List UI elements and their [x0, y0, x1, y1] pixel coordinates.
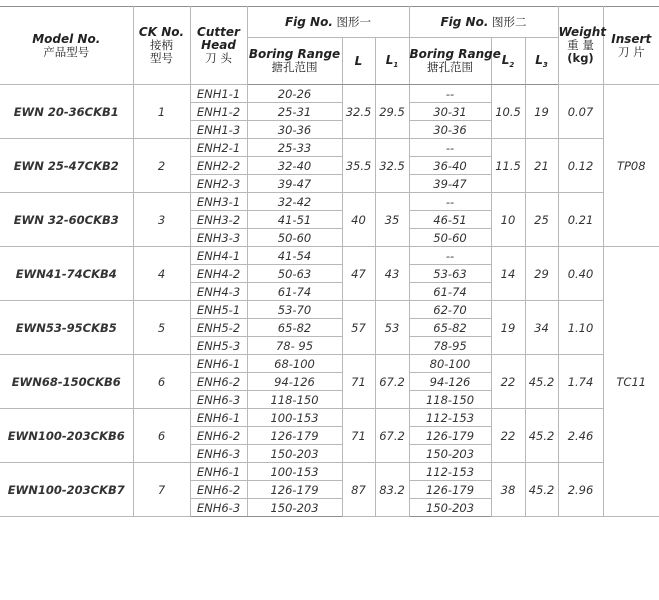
L3-cell: 45.2 — [525, 409, 558, 463]
header-L2-sub: 2 — [509, 60, 515, 69]
boring-range-1-cell: 61-74 — [247, 283, 342, 301]
cutter-head-cell: ENH6-1 — [190, 409, 247, 427]
L2-cell: 38 — [491, 463, 525, 517]
cutter-head-cell: ENH4-1 — [190, 247, 247, 265]
boring-range-1-cell: 41-51 — [247, 211, 342, 229]
insert-cell: TP08 — [603, 85, 659, 247]
header-L3-sub: 3 — [542, 60, 548, 69]
boring-range-2-cell: 78-95 — [409, 337, 491, 355]
header-insert — [603, 7, 659, 85]
boring-range-1-cell: 25-31 — [247, 103, 342, 121]
header-L1 — [375, 38, 409, 85]
boring-range-1-cell: 100-153 — [247, 409, 342, 427]
boring-range-2-cell: 39-47 — [409, 175, 491, 193]
cutter-head-cell: ENH4-2 — [190, 265, 247, 283]
ck-no-cell: 1 — [133, 85, 190, 139]
boring-range-1-cell: 100-153 — [247, 463, 342, 481]
boring-range-2-cell: 30-36 — [409, 121, 491, 139]
ck-no-cell: 3 — [133, 193, 190, 247]
ck-no-cell: 7 — [133, 463, 190, 517]
model-no-cell: EWN100-203CKB7 — [0, 463, 133, 517]
cutter-head-cell: ENH3-3 — [190, 229, 247, 247]
ck-no-cell: 4 — [133, 247, 190, 301]
header-fig-1 — [247, 7, 409, 38]
L-cell: 71 — [342, 409, 375, 463]
model-no-cell: EWN41-74CKB4 — [0, 247, 133, 301]
header-weight-unit: (kg) — [567, 51, 594, 65]
ck-no-cell: 6 — [133, 409, 190, 463]
weight-cell: 0.07 — [558, 85, 603, 139]
cutter-head-cell: ENH6-2 — [190, 373, 247, 391]
L3-cell: 45.2 — [525, 355, 558, 409]
ck-no-cell: 2 — [133, 139, 190, 193]
header-ck-cn-2: 型号 — [150, 51, 173, 65]
table-row — [0, 355, 659, 373]
L3-cell: 19 — [525, 85, 558, 139]
header-model-en: Model No. — [32, 31, 101, 46]
boring-range-2-cell: 53-63 — [409, 265, 491, 283]
weight-cell: 2.46 — [558, 409, 603, 463]
boring-range-2-cell: 112-153 — [409, 409, 491, 427]
boring-range-1-cell: 50-60 — [247, 229, 342, 247]
cutter-head-cell: ENH6-3 — [190, 445, 247, 463]
insert-cell: TC11 — [603, 247, 659, 517]
L3-cell: 34 — [525, 301, 558, 355]
cutter-head-cell: ENH6-1 — [190, 463, 247, 481]
L2-cell: 22 — [491, 355, 525, 409]
weight-cell: 0.21 — [558, 193, 603, 247]
model-no-cell: EWN53-95CKB5 — [0, 301, 133, 355]
L-cell: 47 — [342, 247, 375, 301]
header-L2-label: L — [501, 52, 510, 67]
boring-range-1-cell: 65-82 — [247, 319, 342, 337]
boring-range-1-cell: 150-203 — [247, 499, 342, 517]
header-ck-en: CK No. — [138, 25, 185, 39]
header-model-cn: 产品型号 — [43, 44, 90, 59]
ck-no-cell: 6 — [133, 355, 190, 409]
header-weight — [558, 7, 607, 85]
cutter-head-cell: ENH6-2 — [190, 427, 247, 445]
cutter-head-cell: ENH6-2 — [190, 481, 247, 499]
boring-range-1-cell: 94-126 — [247, 373, 342, 391]
boring-range-2-cell: 94-126 — [409, 373, 491, 391]
model-no-cell: EWN 25-47CKB2 — [0, 139, 133, 193]
boring-range-1-cell: 126-179 — [247, 481, 342, 499]
table-row — [0, 301, 659, 319]
header-fig1-en: Fig No. — [284, 14, 333, 29]
L1-cell: 53 — [375, 301, 409, 355]
cutter-head-cell: ENH1-1 — [190, 85, 247, 103]
boring-range-2-cell: 62-70 — [409, 301, 491, 319]
L-cell: 35.5 — [342, 139, 375, 193]
cutter-head-cell: ENH5-3 — [190, 337, 247, 355]
header-cutter-head — [190, 7, 247, 85]
header-ck-cn-1: 接柄 — [150, 38, 173, 52]
cutter-head-cell: ENH2-1 — [190, 139, 247, 157]
header-fig2-cn: 图形二 — [492, 14, 527, 29]
boring-range-1-cell: 41-54 — [247, 247, 342, 265]
L3-cell: 21 — [525, 139, 558, 193]
table-row — [0, 463, 659, 481]
weight-cell: 1.74 — [558, 355, 603, 409]
model-no-cell: EWN 32-60CKB3 — [0, 193, 133, 247]
L-cell: 71 — [342, 355, 375, 409]
header-insert-en: Insert — [611, 31, 652, 46]
boring-range-2-cell: 80-100 — [409, 355, 491, 373]
boring-range-2-cell: 118-150 — [409, 391, 491, 409]
L1-cell: 67.2 — [375, 355, 409, 409]
boring-range-2-cell: 30-31 — [409, 103, 491, 121]
header-boring-cn-1: 搪孔范围 — [271, 60, 318, 74]
boring-range-1-cell: 30-36 — [247, 121, 342, 139]
boring-range-2-cell: 126-179 — [409, 481, 491, 499]
L-cell: 40 — [342, 193, 375, 247]
L1-cell: 83.2 — [375, 463, 409, 517]
cutter-head-cell: ENH6-3 — [190, 391, 247, 409]
boring-range-2-cell: 65-82 — [409, 319, 491, 337]
header-boring-range-2 — [409, 38, 501, 85]
model-no-cell: EWN68-150CKB6 — [0, 355, 133, 409]
L2-cell: 22 — [491, 409, 525, 463]
boring-range-2-cell: -- — [409, 139, 491, 157]
weight-cell: 0.12 — [558, 139, 603, 193]
L3-cell: 25 — [525, 193, 558, 247]
weight-cell: 1.10 — [558, 301, 603, 355]
L2-cell: 11.5 — [491, 139, 525, 193]
table-row — [0, 85, 659, 103]
header-fig-2 — [409, 7, 558, 38]
header-boring-cn-2: 搪孔范围 — [427, 60, 473, 74]
L1-cell: 67.2 — [375, 409, 409, 463]
boring-range-1-cell: 150-203 — [247, 445, 342, 463]
header-model — [0, 7, 133, 85]
L1-cell: 29.5 — [375, 85, 409, 139]
boring-range-1-cell: 126-179 — [247, 427, 342, 445]
boring-range-1-cell: 53-70 — [247, 301, 342, 319]
cutter-head-cell: ENH3-1 — [190, 193, 247, 211]
boring-range-2-cell: 61-74 — [409, 283, 491, 301]
header-L3 — [525, 38, 558, 85]
header-cutter-cn: 刀 头 — [205, 51, 232, 65]
header-L-label: L — [354, 53, 363, 68]
L1-cell: 35 — [375, 193, 409, 247]
L-cell: 87 — [342, 463, 375, 517]
header-fig1-cn: 图形一 — [336, 14, 372, 29]
boring-range-1-cell: 39-47 — [247, 175, 342, 193]
cutter-head-cell: ENH1-3 — [190, 121, 247, 139]
boring-range-2-cell: -- — [409, 247, 491, 265]
L-cell: 32.5 — [342, 85, 375, 139]
cutter-head-cell: ENH4-3 — [190, 283, 247, 301]
L2-cell: 10 — [491, 193, 525, 247]
header-ck — [133, 7, 190, 85]
L2-cell: 14 — [491, 247, 525, 301]
header-weight-en: Weight — [558, 25, 607, 39]
cutter-head-cell: ENH5-2 — [190, 319, 247, 337]
cutter-head-cell: ENH2-3 — [190, 175, 247, 193]
L1-cell: 32.5 — [375, 139, 409, 193]
header-fig2-en: Fig No. — [440, 14, 489, 29]
table-row — [0, 193, 659, 211]
header-boring-range-1 — [247, 38, 342, 85]
boring-range-1-cell: 32-40 — [247, 157, 342, 175]
boring-range-2-cell: 150-203 — [409, 499, 491, 517]
boring-range-1-cell: 118-150 — [247, 391, 342, 409]
L2-cell: 19 — [491, 301, 525, 355]
header-cutter-en-1: Cutter — [197, 25, 240, 39]
boring-range-2-cell: -- — [409, 85, 491, 103]
boring-range-1-cell: 78- 95 — [247, 337, 342, 355]
boring-range-2-cell: 46-51 — [409, 211, 491, 229]
boring-range-2-cell: 36-40 — [409, 157, 491, 175]
header-cutter-en-2: Head — [201, 38, 236, 52]
boring-range-1-cell: 68-100 — [247, 355, 342, 373]
table-row — [0, 247, 659, 265]
boring-range-1-cell: 20-26 — [247, 85, 342, 103]
spec-table — [0, 6, 659, 517]
boring-range-1-cell: 32-42 — [247, 193, 342, 211]
weight-cell: 0.40 — [558, 247, 603, 301]
boring-range-2-cell: -- — [409, 193, 491, 211]
header-L2 — [491, 38, 525, 85]
cutter-head-cell: ENH5-1 — [190, 301, 247, 319]
boring-range-1-cell: 25-33 — [247, 139, 342, 157]
cutter-head-cell: ENH6-3 — [190, 499, 247, 517]
boring-range-2-cell: 150-203 — [409, 445, 491, 463]
header-L — [342, 38, 375, 85]
boring-range-2-cell: 50-60 — [409, 229, 491, 247]
header-insert-cn: 刀 片 — [617, 44, 645, 59]
ck-no-cell: 5 — [133, 301, 190, 355]
cutter-head-cell: ENH1-2 — [190, 103, 247, 121]
L3-cell: 29 — [525, 247, 558, 301]
model-no-cell: EWN 20-36CKB1 — [0, 85, 133, 139]
table-row — [0, 139, 659, 157]
boring-range-2-cell: 126-179 — [409, 427, 491, 445]
table-row — [0, 409, 659, 427]
L1-cell: 43 — [375, 247, 409, 301]
header-L3-label: L — [535, 52, 543, 67]
L-cell: 57 — [342, 301, 375, 355]
header-L1-sub: 1 — [393, 60, 399, 69]
header-weight-cn: 重 量 — [567, 38, 594, 52]
header-L1-label: L — [385, 52, 394, 67]
boring-range-2-cell: 112-153 — [409, 463, 491, 481]
boring-range-1-cell: 50-63 — [247, 265, 342, 283]
cutter-head-cell: ENH2-2 — [190, 157, 247, 175]
cutter-head-cell: ENH6-1 — [190, 355, 247, 373]
L2-cell: 10.5 — [491, 85, 525, 139]
weight-cell: 2.96 — [558, 463, 603, 517]
header-boring-en-1: Boring Range — [248, 47, 341, 61]
table-body — [0, 85, 659, 517]
cutter-head-cell: ENH3-2 — [190, 211, 247, 229]
header-boring-en-2: Boring Range — [409, 47, 501, 61]
model-no-cell: EWN100-203CKB6 — [0, 409, 133, 463]
L3-cell: 45.2 — [525, 463, 558, 517]
table-header — [0, 7, 659, 85]
